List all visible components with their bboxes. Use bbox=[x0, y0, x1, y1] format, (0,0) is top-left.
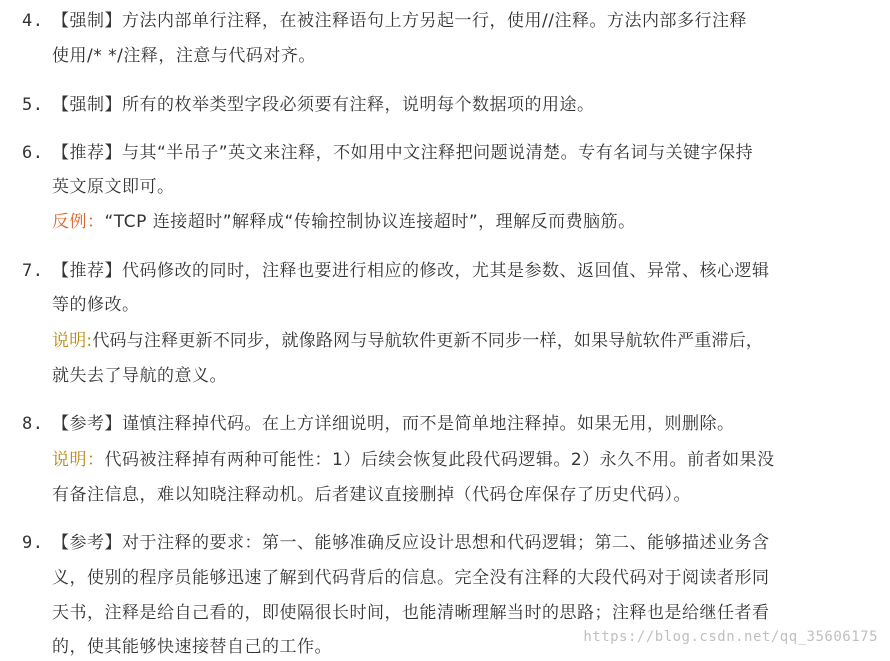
item-9-text-3: 天书，注释是给自己看的，即使隔很长时间，也能清晰理解当时的思路；注释也是给继任者看 bbox=[52, 603, 770, 623]
item-8-note-2 bbox=[52, 484, 691, 506]
item-7-note-text-1: 代码与注释更新不同步，就像路网与导航软件更新不同步一样，如果导航软件严重滞后， bbox=[92, 331, 764, 351]
item-8-text-1: 【参考】谨慎注释掉代码。在上方详细说明，而不是简单地注释掉。如果无用，则删除。 bbox=[52, 414, 735, 434]
item-6-text-2: 英文原文即可。 bbox=[52, 177, 175, 197]
item-4-number: 4. bbox=[22, 11, 44, 31]
item-4-line-1 bbox=[22, 10, 747, 32]
item-4-text-2: 使用/* */注释，注意与代码对齐。 bbox=[52, 46, 316, 66]
item-9-text-1: 【参考】对于注释的要求：第一、能够准确反应设计思想和代码逻辑；第二、能够描述业务含 bbox=[52, 533, 770, 553]
item-6-number: 6. bbox=[22, 143, 44, 163]
item-6-line-1 bbox=[22, 142, 753, 164]
item-5-text-1: 【强制】所有的枚举类型字段必须要有注释，说明每个数据项的用途。 bbox=[52, 95, 595, 115]
item-8-note-1 bbox=[52, 449, 775, 471]
item-9-line-2 bbox=[52, 567, 770, 589]
item-8-note-label: 说明： bbox=[52, 450, 105, 470]
item-5-line-1 bbox=[22, 94, 595, 116]
item-7-note-2 bbox=[52, 365, 227, 387]
item-4-line-2 bbox=[52, 45, 316, 67]
item-8-number: 8. bbox=[22, 414, 44, 434]
item-9-line-4 bbox=[52, 636, 332, 658]
item-4-text-1: 【强制】方法内部单行注释，在被注释语句上方另起一行，使用//注释。方法内部多行注释 bbox=[52, 11, 747, 31]
item-9-text-2: 义，使别的程序员能够迅速了解到代码背后的信息。完全没有注释的大段代码对于阅读者形同 bbox=[52, 568, 770, 588]
item-7-note-text-2: 就失去了导航的意义。 bbox=[52, 366, 227, 386]
item-9-number: 9. bbox=[22, 533, 44, 553]
item-9-line-3 bbox=[52, 602, 770, 624]
item-6-note bbox=[52, 211, 636, 233]
item-7-text-2: 等的修改。 bbox=[52, 295, 140, 315]
item-8-line-1 bbox=[22, 413, 735, 435]
item-5-number: 5. bbox=[22, 95, 44, 115]
item-7-line-2 bbox=[52, 294, 140, 316]
item-8-note-text-2: 有备注信息，难以知晓注释动机。后者建议直接删掉（代码仓库保存了历史代码）。 bbox=[52, 485, 691, 505]
item-6-text-1: 【推荐】与其“半吊子”英文来注释，不如用中文注释把问题说清楚。专有名词与关键字保持 bbox=[52, 143, 754, 163]
item-8-note-text-1: 代码被注释掉有两种可能性：1）后续会恢复此段代码逻辑。2）永久不用。前者如果没 bbox=[104, 450, 775, 470]
blog-watermark: https://blog.csdn.net/qq_35606175 bbox=[583, 629, 878, 645]
item-7-note-label: 说明: bbox=[52, 331, 93, 351]
item-6-note-text: “TCP 连接超时”解释成“传输控制协议连接超时”，理解反而费脑筋。 bbox=[104, 212, 636, 232]
item-9-line-1 bbox=[22, 532, 770, 554]
item-6-line-2 bbox=[52, 176, 175, 198]
item-9-text-4: 的，使其能够快速接替自己的工作。 bbox=[52, 637, 332, 657]
item-6-note-label: 反例： bbox=[52, 212, 105, 232]
item-7-note-1 bbox=[52, 330, 763, 352]
item-7-line-1 bbox=[22, 260, 770, 282]
item-7-number: 7. bbox=[22, 261, 44, 281]
item-7-text-1: 【推荐】代码修改的同时，注释也要进行相应的修改，尤其是参数、返回值、异常、核心逻辑 bbox=[52, 261, 770, 281]
